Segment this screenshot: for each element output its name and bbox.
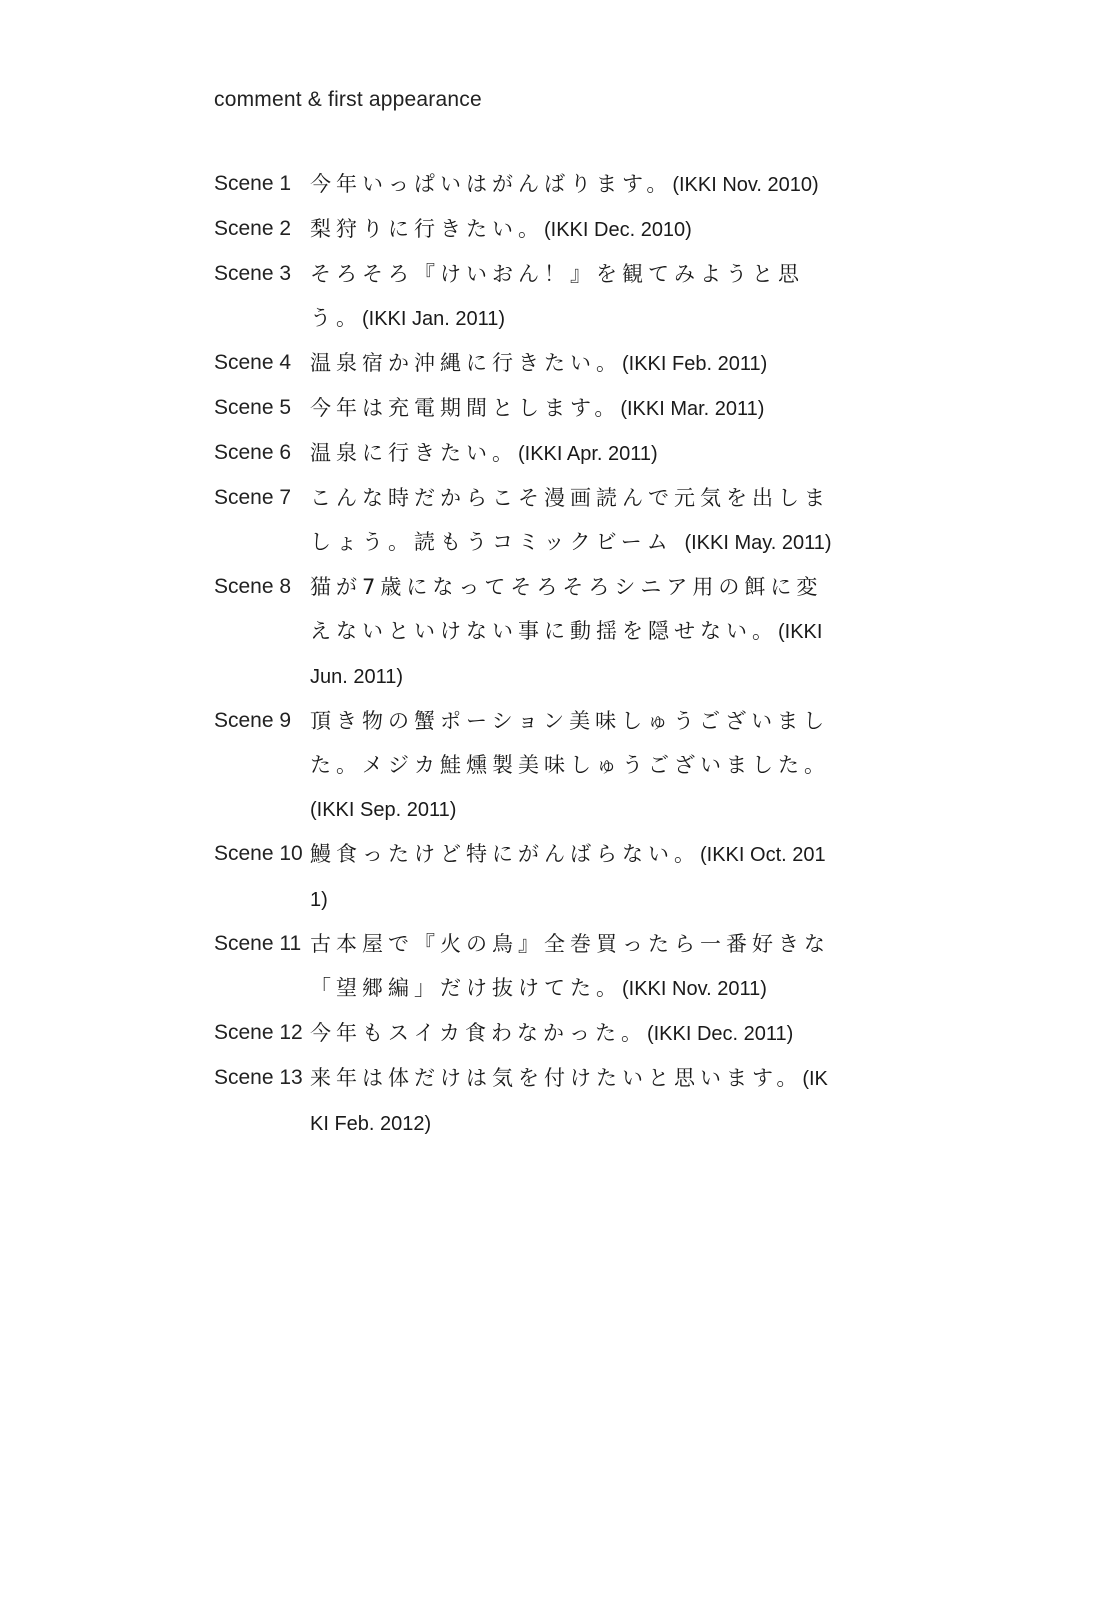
scene-entry [214,476,834,565]
scene-entry [214,431,834,476]
scene-comment-block [310,565,834,699]
scene-entry [214,252,834,341]
scene-comment: 来年は体だけは気を付けたいと思います。 [310,1066,803,1090]
scene-comment: 温泉宿か沖縄に行きたい。 [310,351,622,375]
scene-source: (IKKI May. 2011) [684,532,832,554]
scene-comment: 古本屋で『火の鳥』全巻買ったら一番好きな「望郷編」だけ抜けてた。 [310,932,830,1000]
scene-source: (IKKI Dec. 2011) [646,1023,794,1045]
scene-label: Scene 11 [214,932,302,955]
scene-comment-block [310,207,834,252]
scene-label: Scene 1 [214,172,292,195]
scene-source: (IKKI Sep. 2011) [310,799,457,821]
scene-source: (IKKI Jan. 2011) [362,308,506,330]
scene-comment-block [310,252,834,341]
scene-entry [214,699,834,832]
scene-comment: 今年もスイカ食わなかった。 [310,1021,647,1045]
scene-comment-block [310,162,834,207]
scene-entry [214,1056,834,1146]
scene-entry [214,832,834,922]
scene-source: (IKKI Nov. 2011) [622,978,767,1000]
scene-comment: 温泉に行きたい。 [310,441,518,465]
scene-comment-block [310,1011,834,1056]
scene-entry [214,1011,834,1056]
scene-comment-block [310,1056,834,1146]
scene-list [214,162,834,1146]
scene-label: Scene 13 [214,1066,303,1089]
scene-label: Scene 8 [214,575,292,598]
scene-comment: 梨狩りに行きたい。 [310,217,544,241]
scene-comment-block [310,476,834,565]
scene-entry [214,565,834,699]
scene-entry [214,341,834,386]
scene-comment-block [310,386,834,431]
scene-label: Scene 12 [214,1021,303,1044]
scene-label: Scene 4 [214,351,292,374]
scene-entry [214,386,834,431]
scene-comment-block [310,832,834,922]
scene-source: (IKKI Feb. 2011) [622,353,768,375]
scene-source: (IKKI Nov. 2010) [672,174,819,196]
scene-label: Scene 6 [214,441,292,464]
scene-label: Scene 2 [214,217,292,240]
scene-comment-block [310,922,834,1011]
scene-label: Scene 9 [214,709,292,732]
scene-source: (IKKI Apr. 2011) [518,443,658,465]
scene-label: Scene 7 [214,486,292,509]
scene-source: (IKKI Mar. 2011) [620,398,765,420]
scene-comment: 今年いっぱいはがんばります。 [310,172,673,196]
scene-entry [214,922,834,1011]
scene-source: (IKKI Dec. 2010) [544,219,692,241]
scene-comment-block [310,431,834,476]
scene-entry [214,207,834,252]
page-heading: comment & first appearance [214,88,482,111]
scene-comment: 頂き物の蟹ポーション美味しゅうございました。メジカ鮭燻製美味しゅうございました。 [310,709,830,777]
scene-source: (IKKI Jun. 2011) [310,621,823,688]
scene-entry [214,162,834,207]
scene-comment: そろそろ『けいおん！』を観てみようと思う。 [310,262,804,330]
scene-comment-block [310,699,834,832]
scene-label: Scene 5 [214,396,292,419]
scene-comment-block [310,341,834,386]
scene-comment: 猫が7歳になってそろそろシニア用の餌に変えないといけない事に動揺を隠せない。 [310,575,823,643]
scene-label: Scene 10 [214,842,303,865]
scene-comment: こんな時だからこそ漫画読んで元気を出しましょう。読もうコミックビーム [310,486,830,554]
scene-source: (IKKI Feb. 2012) [310,1068,828,1135]
scene-label: Scene 3 [214,262,292,285]
scene-source: (IKKI Oct. 2011) [310,844,826,911]
scene-comment: 鰻食ったけど特にがんばらない。 [310,842,700,866]
scene-comment: 今年は充電期間とします。 [310,396,621,420]
